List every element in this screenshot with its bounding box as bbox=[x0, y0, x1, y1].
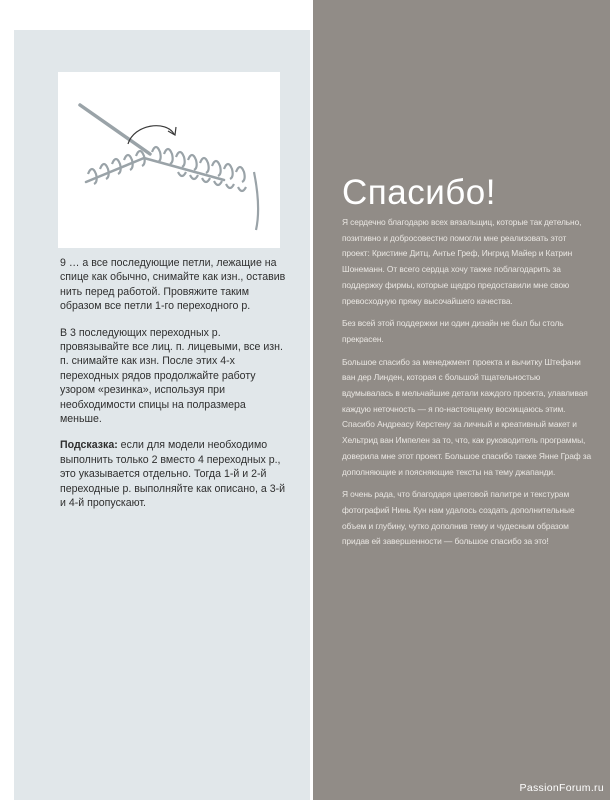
instruction-paragraph-2: В 3 последующих переходных р. провязывайте все лиц. п. лицевыми, все изн. п. снимайте как изн. После этих 4-х переходных рядов продолжайте работу узором «резинка», используя при необходимости спицы на полразмера меньше. bbox=[60, 326, 283, 426]
arrow-icon bbox=[128, 126, 174, 144]
tip-text: если для модели необходимо выполнить только 2 вместо 4 переходных р., это указывается отдельно. Тогда 1-й и 2-й переходные р. выполняйте как описано, а 3-й и 4-й пропускают. bbox=[60, 439, 286, 510]
thanks-text bbox=[342, 215, 592, 557]
yarn-strand-icon bbox=[254, 172, 258, 230]
knitting-illustration bbox=[58, 72, 280, 248]
thanks-paragraph-1: Я сердечно благодарю всех вязальщиц, которые так детельно, позитивно и добросовестно помогли мне реализовать этот проект: Кристине Дитц, Антье Греф, Ингрид Майер и Катрин Шонеманн. От всего сердца хочу также поблагодарить за поддержку фирмы, которые щедро предоставили мне свою превосходную пряжу высочайшего качества. bbox=[342, 217, 582, 306]
thanks-paragraph-4: Я очень рада, что благодаря цветовой палитре и текстурам фотографий Нинь Кун нам удалось создать дополнительные объем и глубину, чутко дополнив тему и чудесным образом придав ей завершенности — большое спасибо за это! bbox=[342, 489, 575, 547]
tip-label: Подсказка: bbox=[60, 439, 118, 452]
thanks-paragraph-3: Большое спасибо за менеджмент проекта и вычитку Штефани ван дер Линден, которая с большой тщательностью вдумывалась в мельчайшие детали каждого проекта, улавливая каждую неточность — я по-настоящему восхищаюсь этим. Спасибо Андреасу Керстену за личный и креативный макет и Хельтрид ван Импелен за то, что, как руководитель программы, доверила мне этот проект. Большое спасибо также Янне Граф за дополняющие и поясняющие тексты на тему джапанди. bbox=[342, 356, 592, 477]
knitting-needles-stitches-illustration bbox=[58, 72, 280, 248]
watermark: PassionForum.ru bbox=[519, 782, 604, 794]
thanks-paragraph-2: Без всей этой поддержки ни один дизайн не был бы столь прекрасен. bbox=[342, 318, 564, 344]
stitches-icon bbox=[88, 147, 246, 191]
tip-paragraph bbox=[60, 438, 286, 510]
instructions-text bbox=[60, 256, 286, 523]
thanks-title: Спасибо! bbox=[342, 173, 496, 212]
instruction-paragraph-1: 9 … а все последующие петли, лежащие на спице как обычно, снимайте как изн., оставив нить перед работой. Провяжите таким образом все петли 1-го переходного р. bbox=[60, 257, 286, 313]
